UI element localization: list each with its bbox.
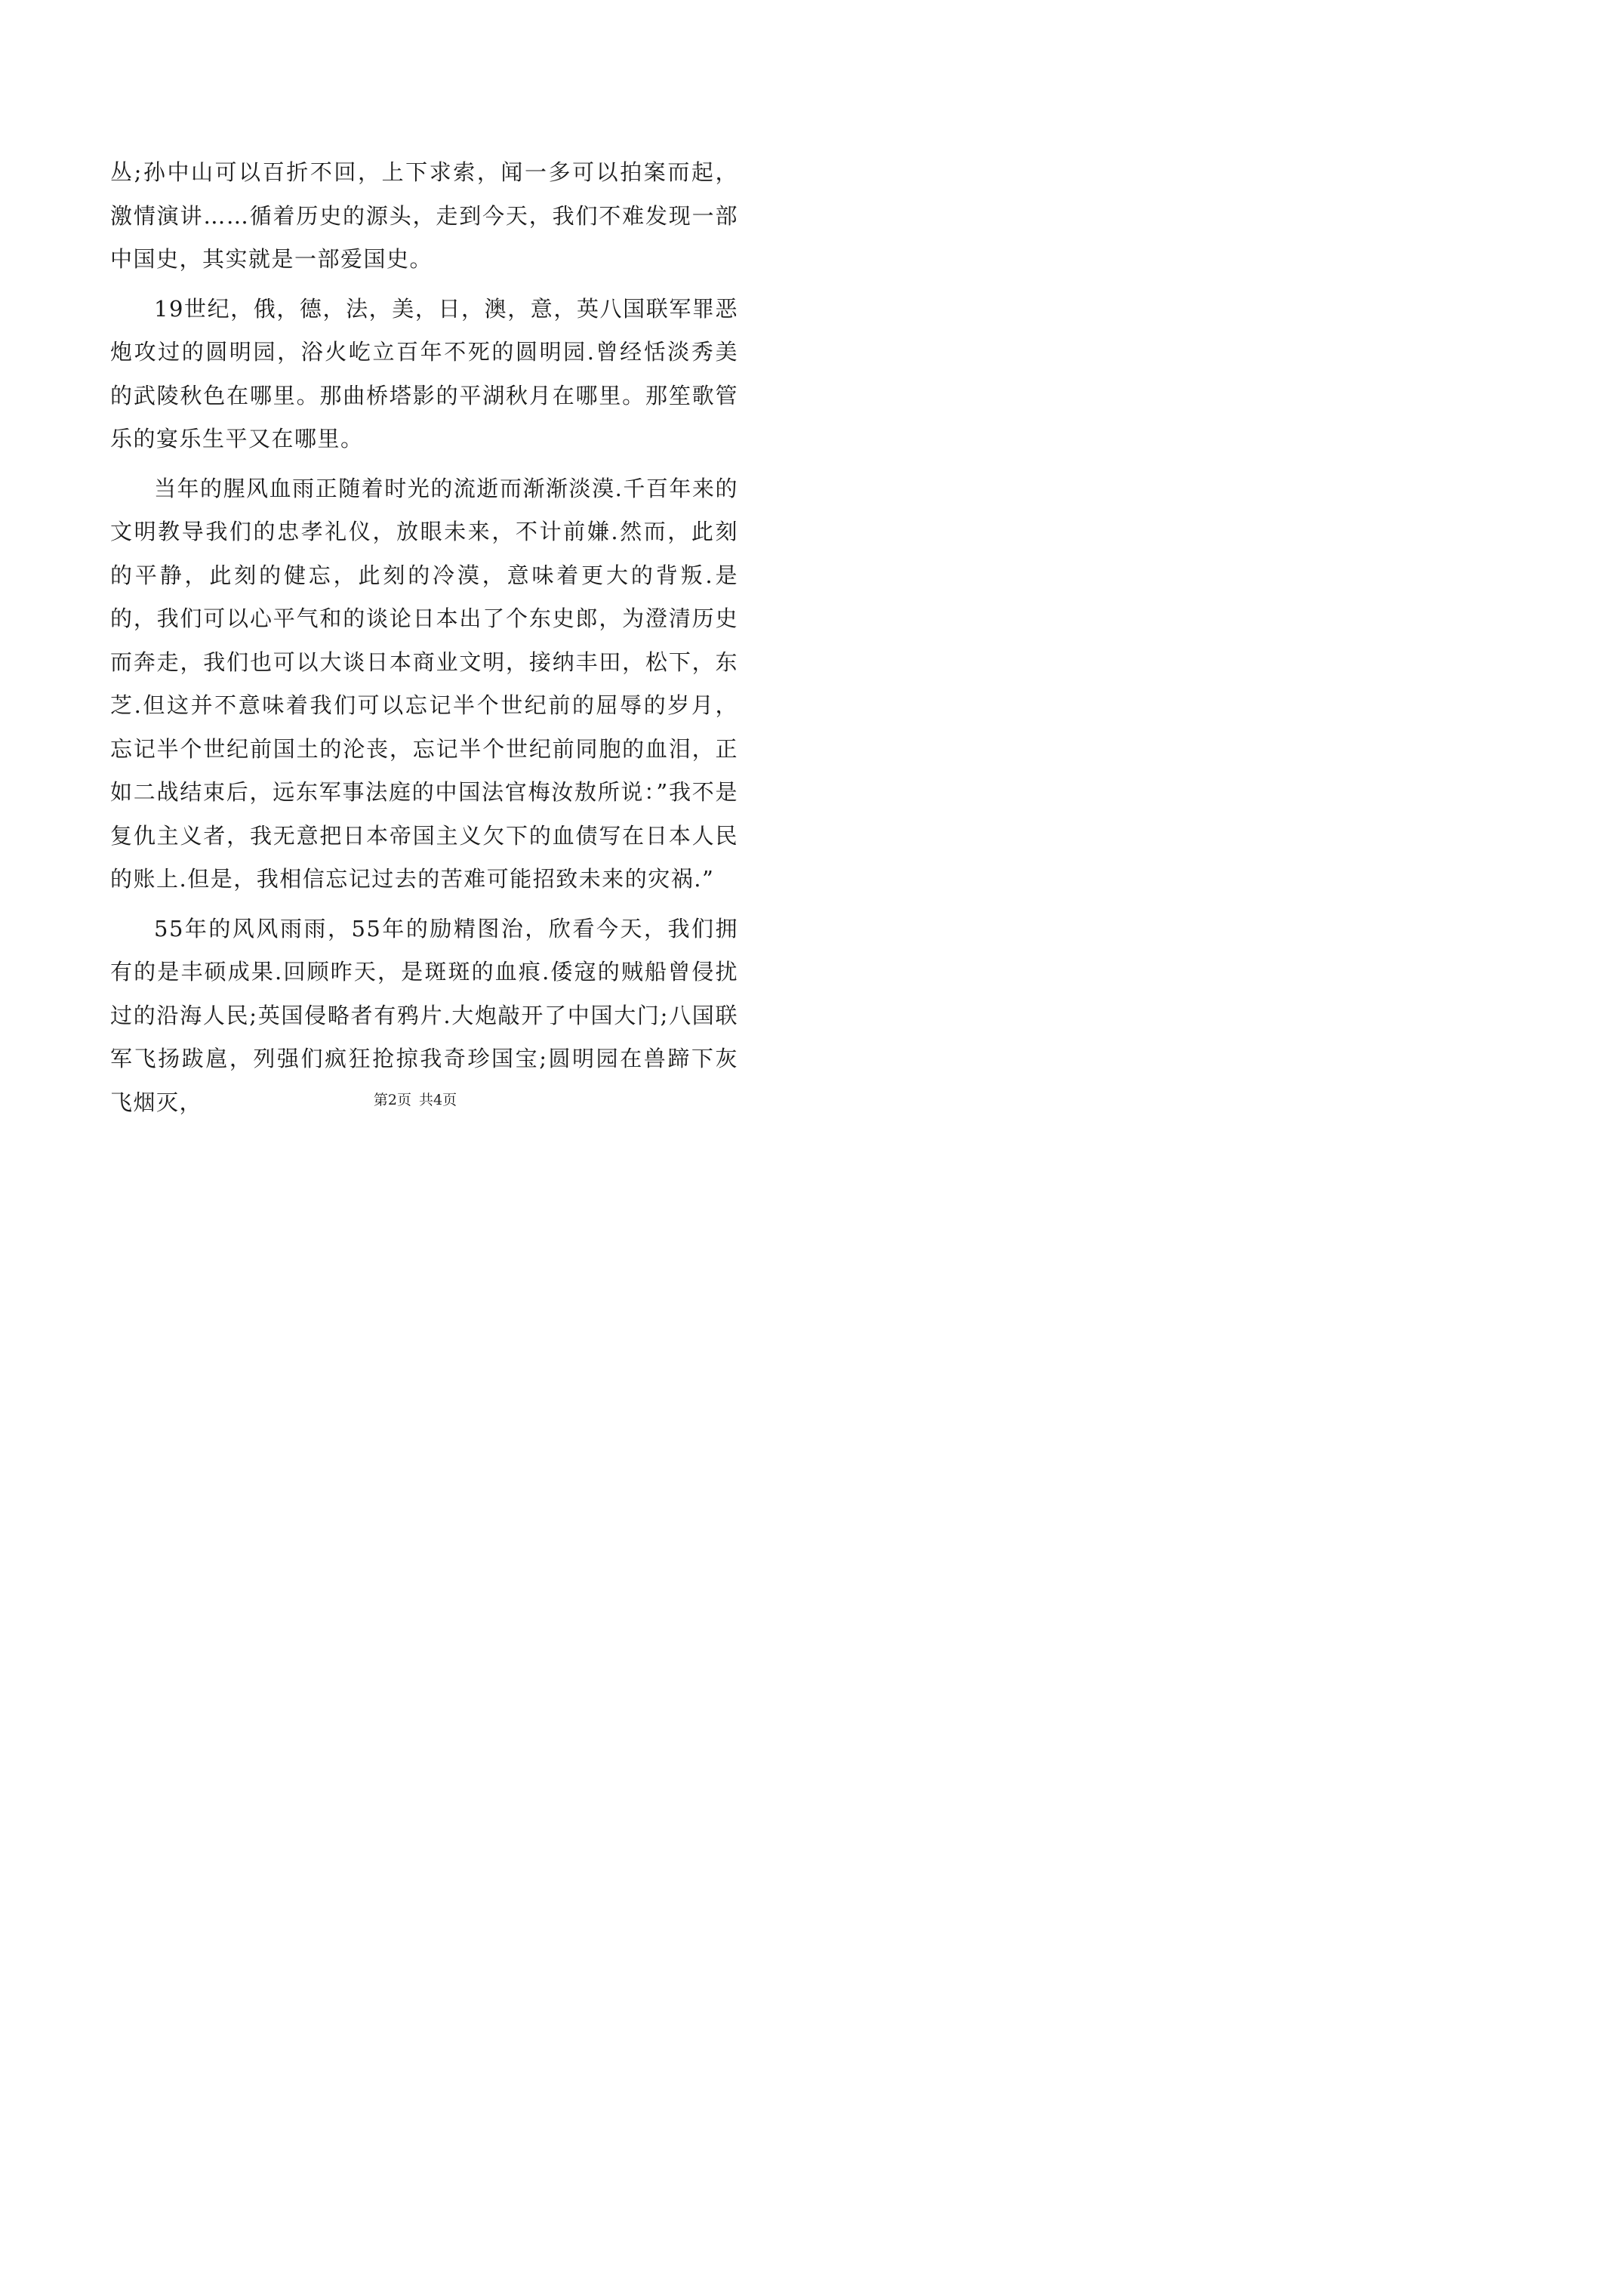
document-body bbox=[110, 151, 738, 1130]
page-number: 第2页 bbox=[373, 1092, 411, 1108]
paragraph-4: 55年的风风雨雨，55年的励精图治，欣看今天，我们拥有的是丰硕成果.回顾昨天，是斑斑的血痕.倭寇的贼船曾侵扰过的沿海人民;英国侵略者有鸦片.大炮敲开了中国大门;八国联军飞扬跋扈，列强们疯狂抢掠我奇珍国宝;圆明园在兽蹄下灰飞烟灭， bbox=[110, 915, 738, 1115]
paragraph-1: 丛;孙中山可以百折不回，上下求索，闻一多可以拍案而起，激情演讲……循着历史的源头，走到今天，我们不难发现一部中国史，其实就是一部爱国史。 bbox=[110, 159, 738, 272]
document-page bbox=[0, 0, 830, 1175]
page-total: 共4页 bbox=[419, 1092, 457, 1108]
paragraph-2: 19世纪，俄，德，法，美，日，澳，意，英八国联军罪恶炮攻过的圆明园，浴火屹立百年不死的圆明园.曾经恬淡秀美的武陵秋色在哪里。那曲桥塔影的平湖秋月在哪里。那笙歌管乐的宴乐生平又在哪里。 bbox=[110, 295, 738, 451]
paragraph-3: 当年的腥风血雨正随着时光的流逝而渐渐淡漠.千百年来的文明教导我们的忠孝礼仪，放眼未来，不计前嫌.然而，此刻的平静，此刻的健忘，此刻的冷漠，意味着更大的背叛.是的，我们可以心平气和的谈论日本出了个东史郎，为澄清历史而奔走，我们也可以大谈日本商业文明，接纳丰田，松下，东芝.但这并不意味着我们可以忘记半个世纪前的屈辱的岁月，忘记半个世纪前国土的沦丧，忘记半个世纪前同胞的血泪，正如二战结束后，远东军事法庭的中国法官梅汝敖所说：”我不是复仇主义者，我无意把日本帝国主义欠下的血债写在日本人民的账上.但是，我相信忘记过去的苦难可能招致未来的灾祸.” bbox=[110, 475, 738, 892]
page-footer bbox=[0, 1091, 830, 1109]
